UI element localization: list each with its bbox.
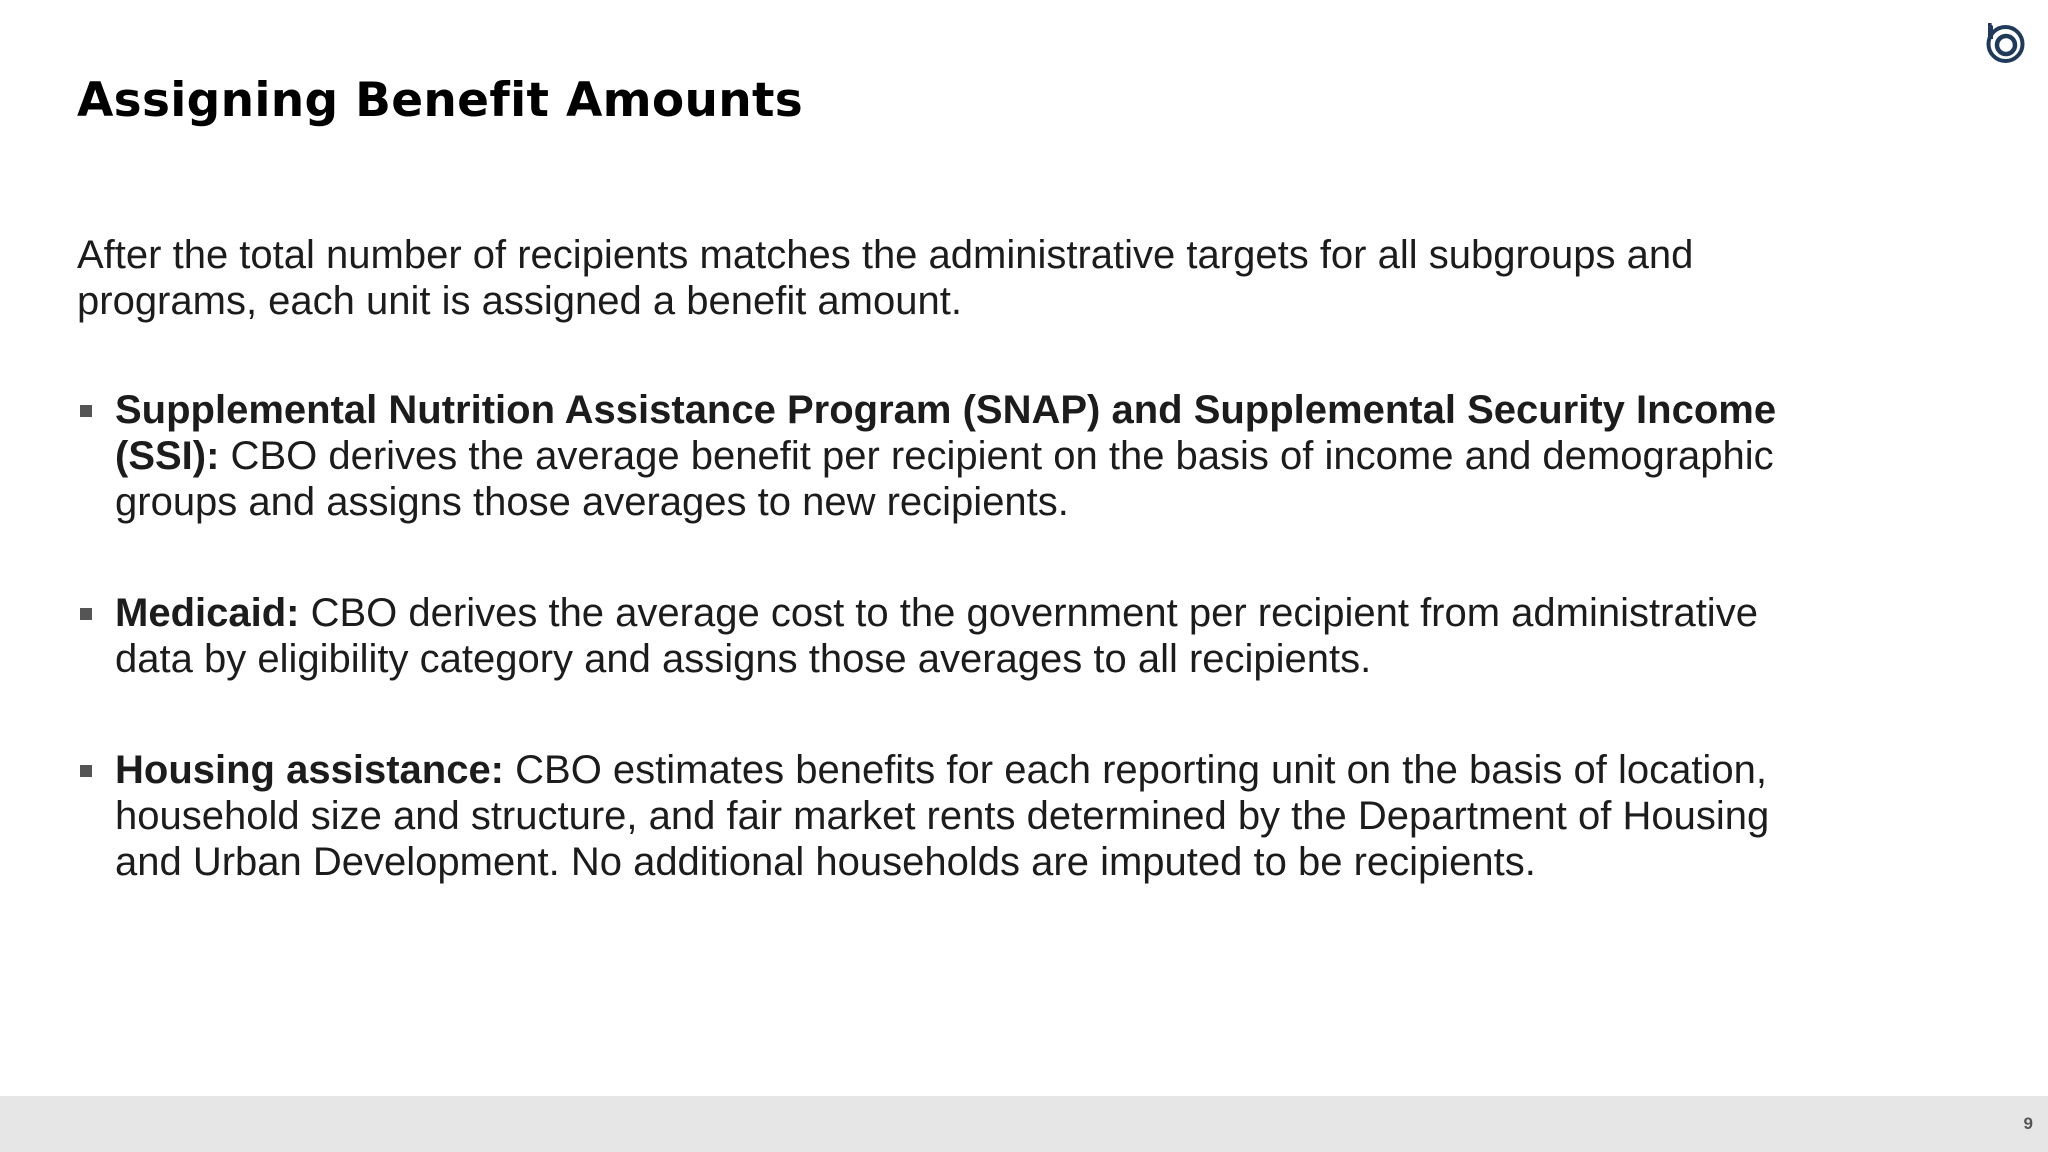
bullet-item-housing [77,747,1797,885]
slide-body [77,232,1797,950]
bullet-text: CBO estimates benefits for each reporting unit on the basis of location, household size and structure, and fair market rents determined by the Department of Housing and Urban Development. No additional households are imputed to be recipients. [115,748,1770,884]
bullet-text: CBO derives the average benefit per recipient on the basis of income and demographic groups and assigns those averages to new recipients. [115,434,1774,524]
bullet-text: CBO derives the average cost to the government per recipient from administrative data by eligibility category and assigns those averages to all recipients. [115,591,1758,681]
bullet-heading: Supplemental Nutrition Assistance Program (SNAP) and Supplemental Security Income (SSI): [115,388,1777,478]
square-bullet-icon [80,405,92,417]
square-bullet-icon [80,608,92,620]
cbo-logo-icon [1984,21,2027,64]
bullet-item-snap-ssi [77,387,1797,525]
intro-paragraph: After the total number of recipients matches the administrative targets for all subgroups and programs, each unit is assigned a benefit amount. [77,233,1694,323]
slide-title: Assigning Benefit Amounts [77,73,804,128]
square-bullet-icon [80,765,92,777]
footer-bar [0,1096,2048,1152]
bullet-list [77,387,1797,885]
page-number: 9 [2023,1114,2033,1133]
bullet-heading: Medicaid: [115,591,300,635]
bullet-item-medicaid [77,590,1797,682]
bullet-heading: Housing assistance: [115,748,505,792]
